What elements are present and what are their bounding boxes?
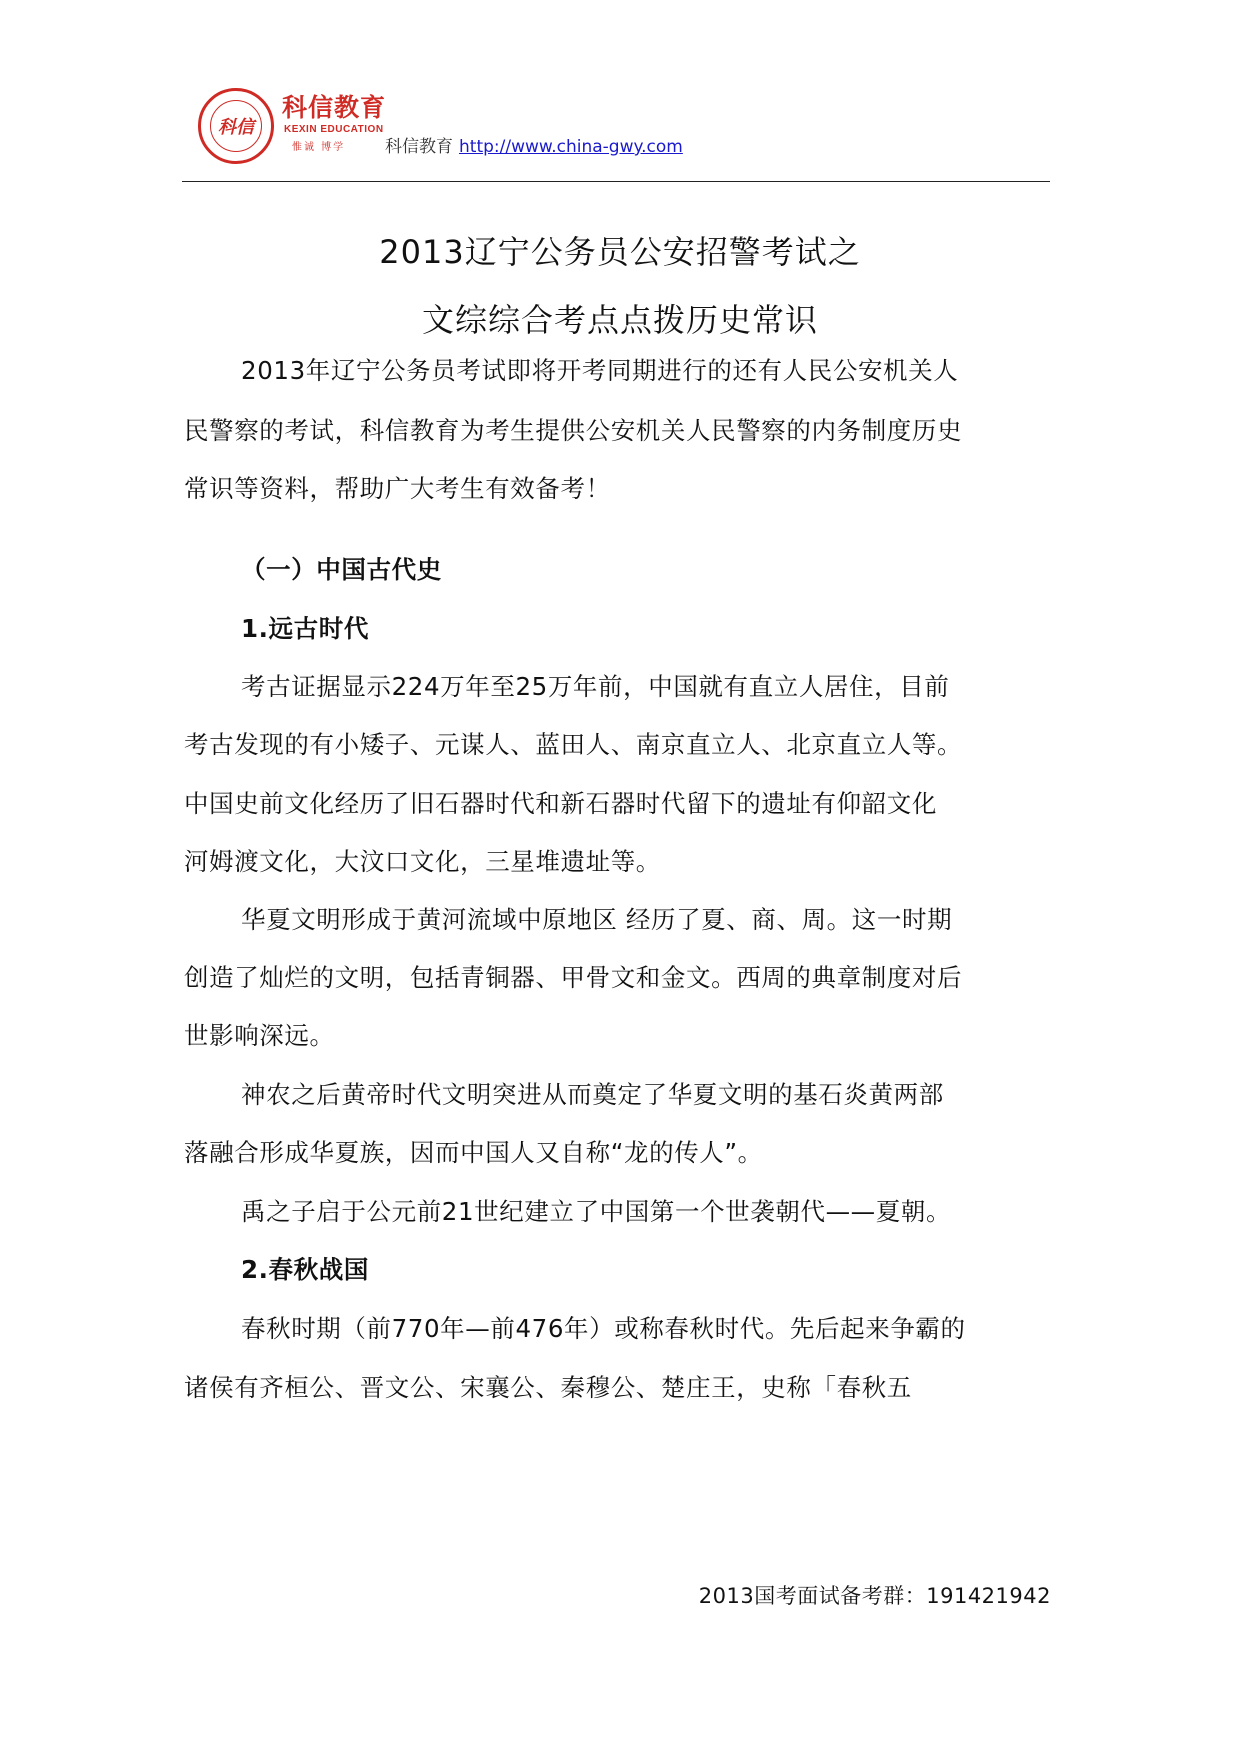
site-name: 科信教育	[385, 137, 453, 157]
page-title-line-1: 2013辽宁公务员公安招警考试之	[379, 233, 861, 271]
section-heading-ancient-history: （一）中国古代史	[241, 555, 442, 584]
seal-glyph: 科信	[218, 117, 254, 138]
subheading-prehistoric: 1.远古时代	[241, 614, 369, 643]
document-header	[180, 78, 1060, 188]
para1-line-4: 河姆渡文化，大汶口文化，三星堆遗址等。	[184, 847, 661, 876]
logo-name-cn: 科信教育	[282, 93, 387, 122]
intro-line-2: 民警察的考试，科信教育为考生提供公安机关人民警察的内务制度历史	[184, 416, 963, 445]
logo-name-en: KEXIN EDUCATION	[284, 124, 384, 135]
page-title-line-2: 文综综合考点点拨历史常识	[421, 301, 818, 339]
seal-inner	[210, 100, 262, 152]
header-site-line	[385, 132, 683, 157]
para5-line-1: 春秋时期（前770年—前476年）或称春秋时代。先后起来争霸的	[241, 1314, 966, 1343]
para3-line-2: 落融合形成华夏族，因而中国人又自称“龙的传人”。	[184, 1138, 763, 1167]
para1-line-1: 考古证据显示224万年至25万年前，中国就有直立人居住，目前	[241, 672, 950, 701]
para1-line-2: 考古发现的有小矮子、元谋人、蓝田人、南京直立人、北京直立人等。	[184, 730, 963, 759]
para2-line-2: 创造了灿烂的文明，包括青铜器、甲骨文和金文。西周的典章制度对后	[184, 963, 963, 992]
para1-line-3: 中国史前文化经历了旧石器时代和新石器时代留下的遗址有仰韶文化	[184, 789, 937, 818]
footer-qq-group: 2013国考面试备考群：191421942	[698, 1584, 1051, 1608]
subheading-spring-autumn: 2.春秋战国	[241, 1255, 369, 1284]
para4-line-1: 禹之子启于公元前21世纪建立了中国第一个世袭朝代——夏朝。	[241, 1197, 952, 1226]
intro-line-1: 2013年辽宁公务员考试即将开考同期进行的还有人民公安机关人	[241, 356, 959, 385]
para5-line-2: 诸侯有齐桓公、晋文公、宋襄公、秦穆公、楚庄王，史称「春秋五	[184, 1373, 912, 1402]
kexin-seal-logo-icon	[198, 88, 274, 164]
para2-line-3: 世影响深远。	[184, 1021, 335, 1050]
logo-motto: 惟诚 博学	[292, 142, 346, 153]
header-divider	[182, 181, 1050, 182]
intro-line-3: 常识等资料，帮助广大考生有效备考！	[184, 474, 611, 503]
para2-line-1: 华夏文明形成于黄河流域中原地区 经历了夏、商、周。这一时期	[241, 905, 953, 934]
site-url-link[interactable]: http://www.china-gwy.com	[459, 137, 683, 157]
para3-line-1: 神农之后黄帝时代文明突进从而奠定了华夏文明的基石炎黄两部	[241, 1080, 944, 1109]
